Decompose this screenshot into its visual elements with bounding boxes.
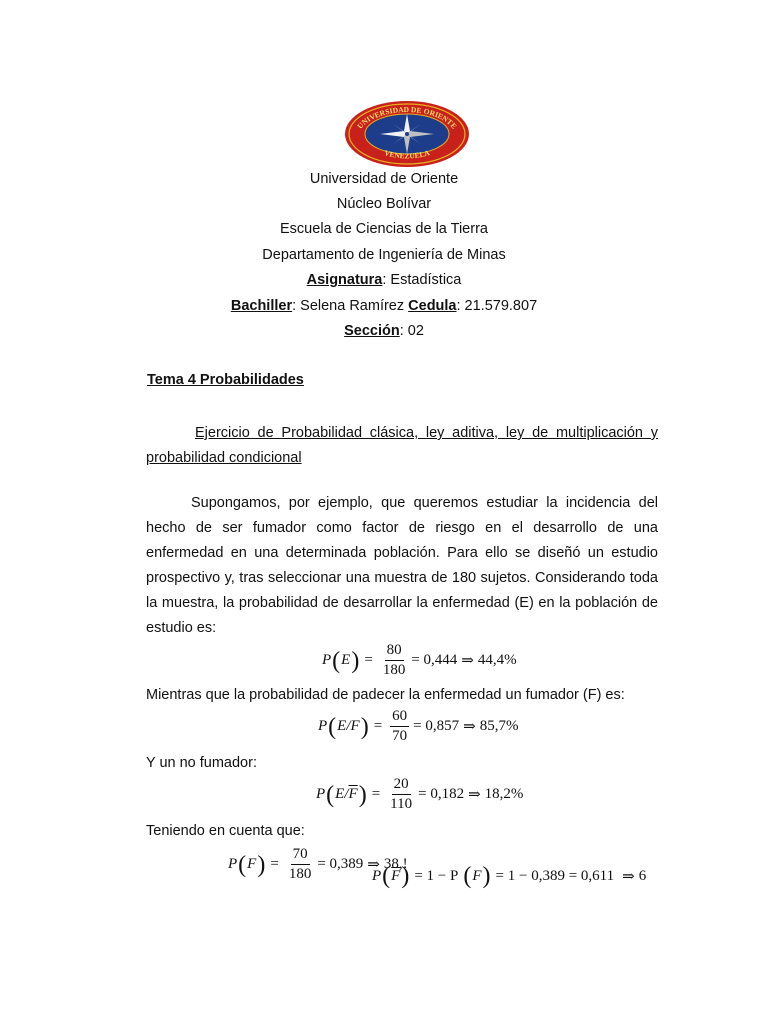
department-name: Departamento de Ingeniería de Minas	[262, 247, 506, 263]
implies-icon: ⇒	[461, 653, 474, 669]
formula-arg: F	[350, 718, 360, 734]
subject-value: : Estadística	[382, 272, 462, 288]
formula-prob-smoker: P ( F ) = $\frac{70}{180}$ = 0,389 ⇒ 38,!	[228, 846, 408, 882]
student-line	[0, 297, 768, 315]
fraction	[388, 776, 414, 813]
fraction	[390, 708, 409, 745]
formula-arg: E	[341, 652, 351, 668]
formula-expression: = 1 − P	[414, 867, 459, 884]
formula-percent: 18,2%	[484, 786, 524, 802]
formula-prob-disease-smoker: P ( E / F ) = $\frac{60}{70}$ = 0,857 ⇒ 85,7%	[318, 708, 519, 744]
subject-label: Asignatura	[306, 272, 383, 288]
section-value: : 02	[399, 323, 424, 339]
formula-result: = 0,857	[413, 718, 460, 734]
formula-prob-disease: P ( E ) = $\frac{80}{180}$ = 0,444 ⇒ 44,4%	[322, 642, 517, 678]
fraction-numerator: 20	[392, 776, 411, 795]
implies-icon: ⇒	[463, 719, 476, 735]
formula-func: P	[228, 856, 238, 872]
formula-prob-nonsmoker: P ( $\overline{F}$ ) = 1 − P ( F ) = 1 − 0,389 = 0,611 ⇒ 6	[372, 863, 647, 889]
fraction-numerator: 80	[385, 642, 404, 661]
fraction	[381, 642, 408, 679]
student-value: : Selena Ramírez	[292, 298, 409, 314]
formula-result: = 1 − 0,389 = 0,611	[495, 867, 615, 884]
university-name: Universidad de Oriente	[309, 171, 459, 187]
fraction-numerator: 70	[291, 846, 310, 865]
formula-percent: 6	[638, 867, 647, 884]
svg-text:UNIVERSIDAD DE ORIENTE: UNIVERSIDAD DE ORIENTE	[355, 104, 459, 131]
formula-arg-negated: $\overline{F}$	[348, 786, 358, 802]
formula-arg: F	[247, 856, 257, 872]
formula-separator: /	[346, 718, 351, 734]
fraction-denominator: 180	[288, 866, 312, 882]
fraction-denominator: 110	[390, 796, 413, 812]
nonsmoker-text: Y un no fumador:	[146, 755, 257, 771]
formula-prob-disease-nonsmoker: P ( E / $\overline{F}$ ) = $\frac{20}{110}$ = 0,182 ⇒ 18,2%	[316, 776, 524, 812]
given-text: Teniendo en cuenta que:	[146, 823, 305, 839]
formula-arg: E	[337, 718, 347, 734]
formula-percent: 38,!	[383, 856, 408, 872]
section-line	[0, 322, 768, 340]
formula-result: = 0,389	[317, 856, 364, 872]
section-label: Sección	[344, 323, 400, 339]
formula-arg: E	[335, 786, 345, 802]
formula-percent: 85,7%	[479, 718, 519, 734]
formula-arg: F	[472, 867, 482, 884]
formula-arg-negated: $\overline{F}$	[391, 867, 401, 884]
school-name: Escuela de Ciencias de la Tierra	[280, 221, 488, 237]
university-seal-logo	[344, 100, 470, 168]
implies-icon: ⇒	[622, 868, 635, 885]
implies-icon: ⇒	[367, 857, 380, 873]
subject-line	[0, 271, 768, 289]
topic-heading: Tema 4 Probabilidades	[147, 372, 304, 388]
id-label: Cedula	[408, 298, 457, 314]
id-value: : 21.579.807	[456, 298, 538, 314]
student-label: Bachiller	[230, 298, 293, 314]
formula-result: = 0,444	[411, 652, 458, 668]
fraction-denominator: 180	[382, 662, 406, 678]
fraction-numerator: 60	[390, 708, 409, 727]
smoker-text: Mientras que la probabilidad de padecer la enfermedad un fumador (F) es:	[146, 687, 625, 703]
fraction	[287, 846, 314, 883]
formula-percent: 44,4%	[477, 652, 517, 668]
formula-result: = 0,182	[418, 786, 465, 802]
formula-separator: /	[344, 786, 349, 802]
exercise-title: Ejercicio de Probabilidad clásica, ley aditiva, ley de multiplicación y probabilidad condicional	[146, 425, 658, 466]
formula-func: P	[372, 867, 382, 884]
implies-icon: ⇒	[468, 787, 481, 803]
formula-func: P	[318, 718, 328, 734]
formula-func: P	[322, 652, 332, 668]
formula-func: P	[316, 786, 326, 802]
intro-paragraph: Supongamos, por ejemplo, que queremos estudiar la incidencia del hecho de ser fumador como factor de riesgo en el desarrollo de una enfermedad en una determinada población. Para ello se diseñó un estudio prospectivo y, tras seleccionar una muestra de 180 sujetos. Considerando toda la muestra, la probabilidad de desarrollar la enfermedad (E) en la población de estudio es:	[146, 495, 658, 636]
svg-text:VENEZUELA: VENEZUELA	[383, 148, 431, 161]
campus-name: Núcleo Bolívar	[336, 196, 432, 212]
fraction-denominator: 70	[392, 728, 408, 744]
